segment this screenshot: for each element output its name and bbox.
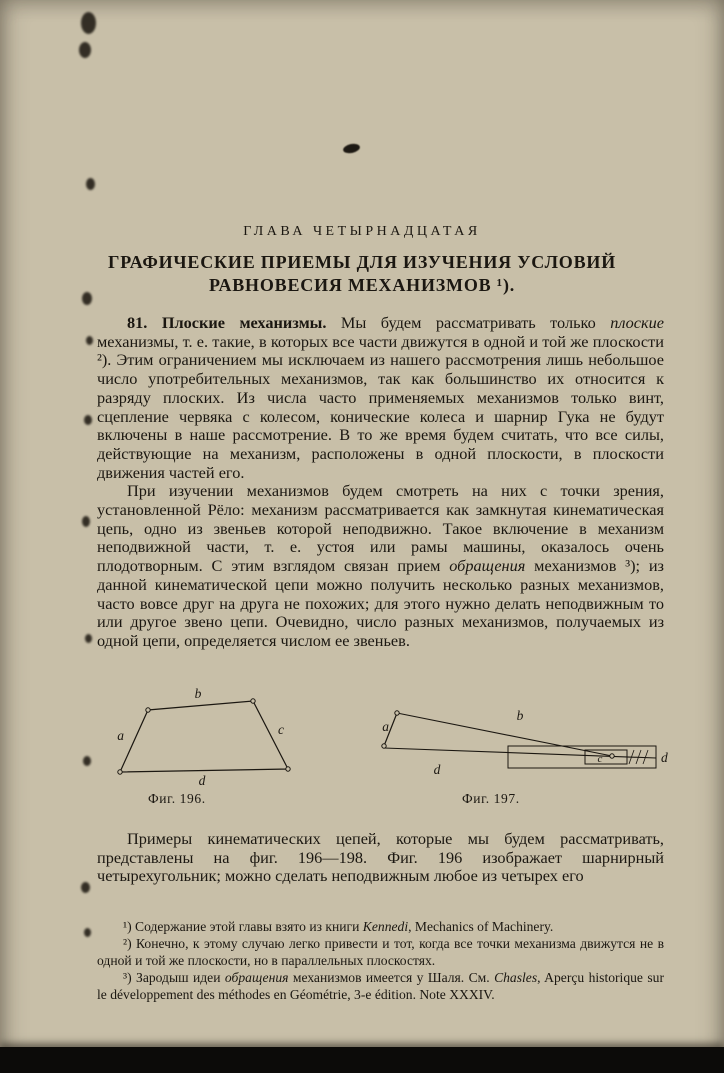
title-line-2: РАВНОВЕСИЯ МЕХАНИЗМОВ ¹). xyxy=(208,275,516,295)
chapter-heading: ГЛАВА ЧЕТЫРНАДЦАТАЯ xyxy=(243,224,481,239)
footnote-2: ²) Конечно, к этому случаю легко привести и тот, когда все точки механизма движутся не в одной и той же плоскости, но в параллельных плоскостях. xyxy=(97,935,664,968)
scan-edge-bottom xyxy=(0,1047,724,1073)
joint-icon xyxy=(610,754,614,758)
scan-artifact xyxy=(82,516,90,527)
linkage-outline xyxy=(120,701,288,772)
page-title xyxy=(62,251,662,297)
label-b: b xyxy=(516,708,524,723)
label-a: a xyxy=(382,719,389,734)
footnote-3: ³) Зародыш идеи обращения механизмов имеется у Шаля. См. Chasles, Aperçu historique sur le développement des méthodes en Géométrie, 3-e édition. Note XXXIV. xyxy=(97,969,664,1002)
label-c: c xyxy=(278,722,284,737)
label-b: b xyxy=(194,686,202,701)
title-line-1: ГРАФИЧЕСКИЕ ПРИЕМЫ ДЛЯ ИЗУЧЕНИЯ УСЛОВИЙ xyxy=(107,252,617,272)
scan-artifact xyxy=(81,12,96,34)
joint-icon xyxy=(118,770,122,774)
label-d: d xyxy=(433,762,441,777)
paragraph-plane-mechanisms: 81. Плоские механизмы. Мы будем рассматривать только плоские механизмы, т. е. такие, в которых все части движутся в одной и той же плоскости ²). Этим ограничением мы исключаем из нашего рассмотрения лишь небольшое число употребительных механизмов, так как большинство их относится к разряду плоских. Из числа часто применяемых механизмов только винт, сцепление червяка с колесом, конические колеса и шарнир Гука не будут включены в наше рассмотрение. В то же время будем считать, что все силы, действующие на механизм, расположены в одной плоскости, в плоскости движения частей его. xyxy=(97,313,664,482)
figure-caption-197: Фиг. 197. xyxy=(462,791,520,806)
joint-icon xyxy=(146,708,150,712)
scan-artifact xyxy=(85,634,92,643)
figure-caption-196: Фиг. 196. xyxy=(148,791,206,806)
label-d-right: d xyxy=(661,750,668,765)
joint-icon xyxy=(286,767,290,771)
footnotes xyxy=(97,919,664,1004)
label-a: a xyxy=(117,728,124,743)
scan-artifact xyxy=(83,756,91,766)
joint-icon xyxy=(382,744,386,748)
joint-icon xyxy=(251,699,255,703)
joint-icon xyxy=(395,711,399,715)
scan-artifact xyxy=(84,415,92,425)
scan-artifact xyxy=(81,882,90,893)
main-text-top xyxy=(97,314,664,651)
label-c: c xyxy=(597,753,603,765)
scan-artifact xyxy=(84,928,91,937)
ink-spot xyxy=(342,142,360,154)
paragraph-examples-of-chains: Примеры кинематических цепей, которые мы будем рассматривать, представлены на фиг. 196—198. Фиг. 196 изображает шарнирный четырехугольник; можно сделать неподвижным любое из четырех его xyxy=(97,829,664,886)
footnote-1: ¹) Содержание этой главы взято из книги Kennedi, Mechanics of Machinery. xyxy=(123,919,554,934)
main-text-bottom xyxy=(97,830,664,886)
label-d: d xyxy=(198,773,206,788)
scan-artifact xyxy=(86,178,95,190)
scan-artifact xyxy=(79,42,91,58)
figure-196-four-bar-linkage xyxy=(96,688,316,788)
paragraph-reuleaux-inversion: При изучении механизмов будем смотреть на них с точки зрения, установленной Рёло: механизм рассматривается как замкнутая кинематическая цепь, одно из звеньев которой неподвижно. Такое включение в механизм неподвижной части, т. е. устоя или рамы машины, оказалось очень плодотворным. С этим взглядом связан прием обращения механизмов ³); из данной кинематической цепи можно получить несколько разных механизмов, часто вовсе друг на друга не похожих; для этого нужно делать неподвижным то или другое звено цепи. Очевидно, число разных механизмов, получаемых из одной цепи, определяется числом ее звеньев. xyxy=(97,481,664,650)
scan-artifact xyxy=(86,336,93,345)
figure-197-slider-crank-chain xyxy=(376,700,682,785)
